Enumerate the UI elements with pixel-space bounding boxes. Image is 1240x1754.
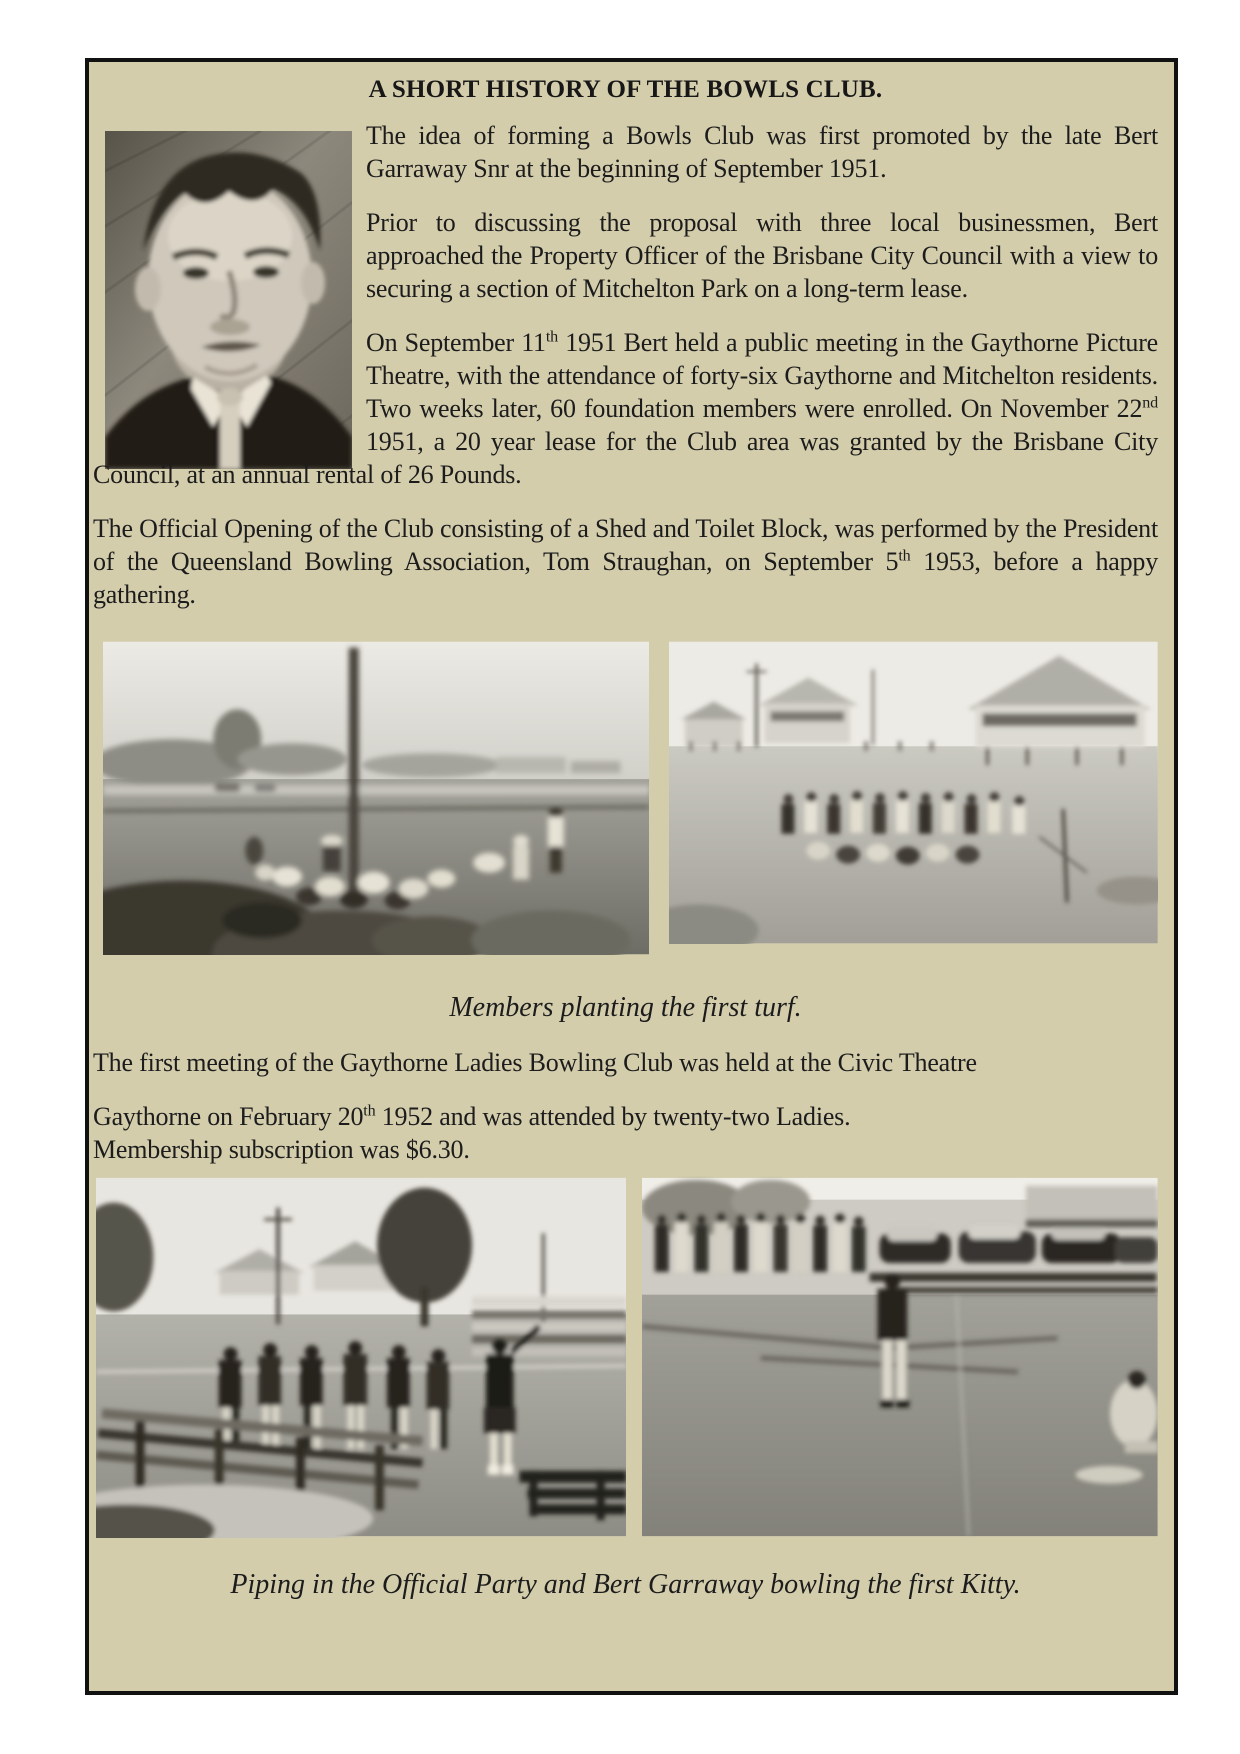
paragraph: The first meeting of the Gaythorne Ladies Bowling Club was held at the Civic Theatre (93, 1048, 977, 1077)
body-text-block (93, 119, 1158, 611)
caption-piping: Piping in the Official Party and Bert Garraway bowling the first Kitty. (230, 1569, 1021, 1600)
piping-official-party-photo (96, 1176, 626, 1538)
paragraph: Prior to discussing the proposal with three local businessmen, Bert approached the Property Officer of the Brisbane City Council with a view to securing a section of Mitchelton Park on a long-term lease. (366, 208, 1158, 303)
paragraph: The Official Opening of the Club consisting of a Shed and Toilet Block, was performed by the President of the Queensland Bowling Association, Tom Straughan, on September 5th 1953, before a happy gathering. (93, 514, 1158, 609)
document-panel (85, 58, 1178, 1695)
page-title: A SHORT HISTORY OF THE BOWLS CLUB. (368, 76, 883, 103)
bowling-first-kitty-photo (642, 1176, 1158, 1538)
photo-row-planting (103, 641, 1158, 955)
portrait-photo (105, 131, 352, 469)
paragraph: The idea of forming a Bowls Club was first promoted by the late Bert Garraway Snr at the beginning of September 1951. (366, 121, 1158, 183)
caption-turf: Members planting the first turf. (449, 992, 802, 1023)
photo-row-opening (96, 1176, 1158, 1538)
document-content (89, 75, 1174, 1602)
group-on-new-green-photo (669, 641, 1158, 944)
paragraph: On September 11th 1951 Bert held a public meeting in the Gaythorne Picture Theatre, with the attendance of forty-six Gaythorne and Mitchelton residents. Two weeks later, 60 foundation members were enrolled. On November 22nd 1951, a 20 year lease for the Club area was granted by the Brisbane City Council, at an annual rental of 26 Pounds. (93, 328, 1158, 489)
members-planting-turf-photo (103, 641, 649, 955)
paragraph: Gaythorne on February 20th 1952 and was attended by twenty-two Ladies. Membership subscription was $6.30. (93, 1102, 851, 1164)
